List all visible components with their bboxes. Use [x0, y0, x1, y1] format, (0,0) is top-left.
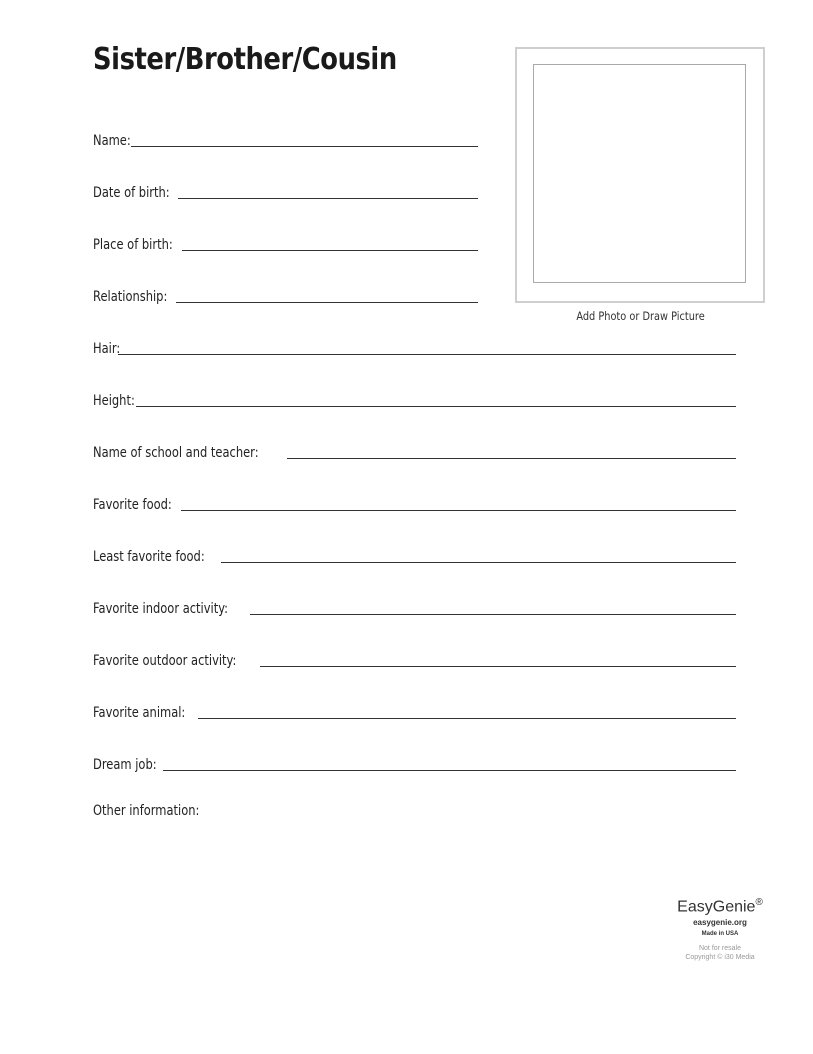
field-label: Favorite food: [93, 497, 172, 513]
resale-notice [660, 944, 780, 962]
page-title: Sister/Brother/Cousin [93, 42, 397, 77]
name-field[interactable] [93, 127, 478, 149]
write-line[interactable] [221, 562, 736, 563]
field-label: Favorite animal: [93, 705, 186, 721]
field-label: Relationship: [93, 289, 168, 305]
write-line[interactable] [181, 510, 736, 511]
field-label: Dream job: [93, 757, 157, 773]
least-favorite-food-field[interactable] [93, 543, 736, 565]
write-line[interactable] [118, 354, 736, 355]
field-label: Name of school and teacher: [93, 445, 259, 461]
field-label: Date of birth: [93, 185, 170, 201]
made-in-label: Made in USA [701, 931, 739, 938]
place-of-birth-field[interactable] [93, 231, 478, 253]
height-field[interactable] [93, 387, 736, 409]
write-line[interactable] [287, 458, 736, 459]
write-line[interactable] [136, 406, 736, 407]
write-line[interactable] [250, 614, 736, 615]
hair-field[interactable] [93, 335, 736, 357]
favorite-animal-field[interactable] [93, 699, 736, 721]
write-line[interactable] [198, 718, 736, 719]
field-label: Place of birth: [93, 237, 173, 253]
date-of-birth-field[interactable] [93, 179, 478, 201]
photo-caption: Add Photo or Draw Picture [576, 309, 706, 323]
field-label: Height: [93, 393, 135, 409]
relationship-field[interactable] [93, 283, 478, 305]
field-label: Name: [93, 133, 131, 149]
field-label: Hair: [93, 341, 121, 357]
registered-mark: ® [755, 897, 763, 908]
dream-job-field[interactable] [93, 751, 736, 773]
photo-drop-area[interactable] [533, 64, 746, 283]
write-line[interactable] [260, 666, 736, 667]
outdoor-activity-field[interactable] [93, 647, 736, 669]
brand-block [660, 897, 780, 962]
write-line[interactable] [131, 146, 478, 147]
write-line[interactable] [182, 250, 478, 251]
write-line[interactable] [178, 198, 478, 199]
indoor-activity-field[interactable] [93, 595, 736, 617]
brand-site: easygenie.org [693, 918, 747, 928]
field-label: Favorite outdoor activity: [93, 653, 237, 669]
favorite-food-field[interactable] [93, 491, 736, 513]
other-information-label: Other information: [93, 803, 200, 819]
copyright: Copyright © i30 Media [685, 954, 755, 962]
school-teacher-field[interactable] [93, 439, 736, 461]
field-label: Least favorite food: [93, 549, 205, 565]
brand-name: EasyGenie® [677, 897, 763, 916]
field-label: Favorite indoor activity: [93, 601, 229, 617]
write-line[interactable] [163, 770, 736, 771]
write-line[interactable] [176, 302, 478, 303]
not-for-resale: Not for resale [698, 945, 742, 953]
